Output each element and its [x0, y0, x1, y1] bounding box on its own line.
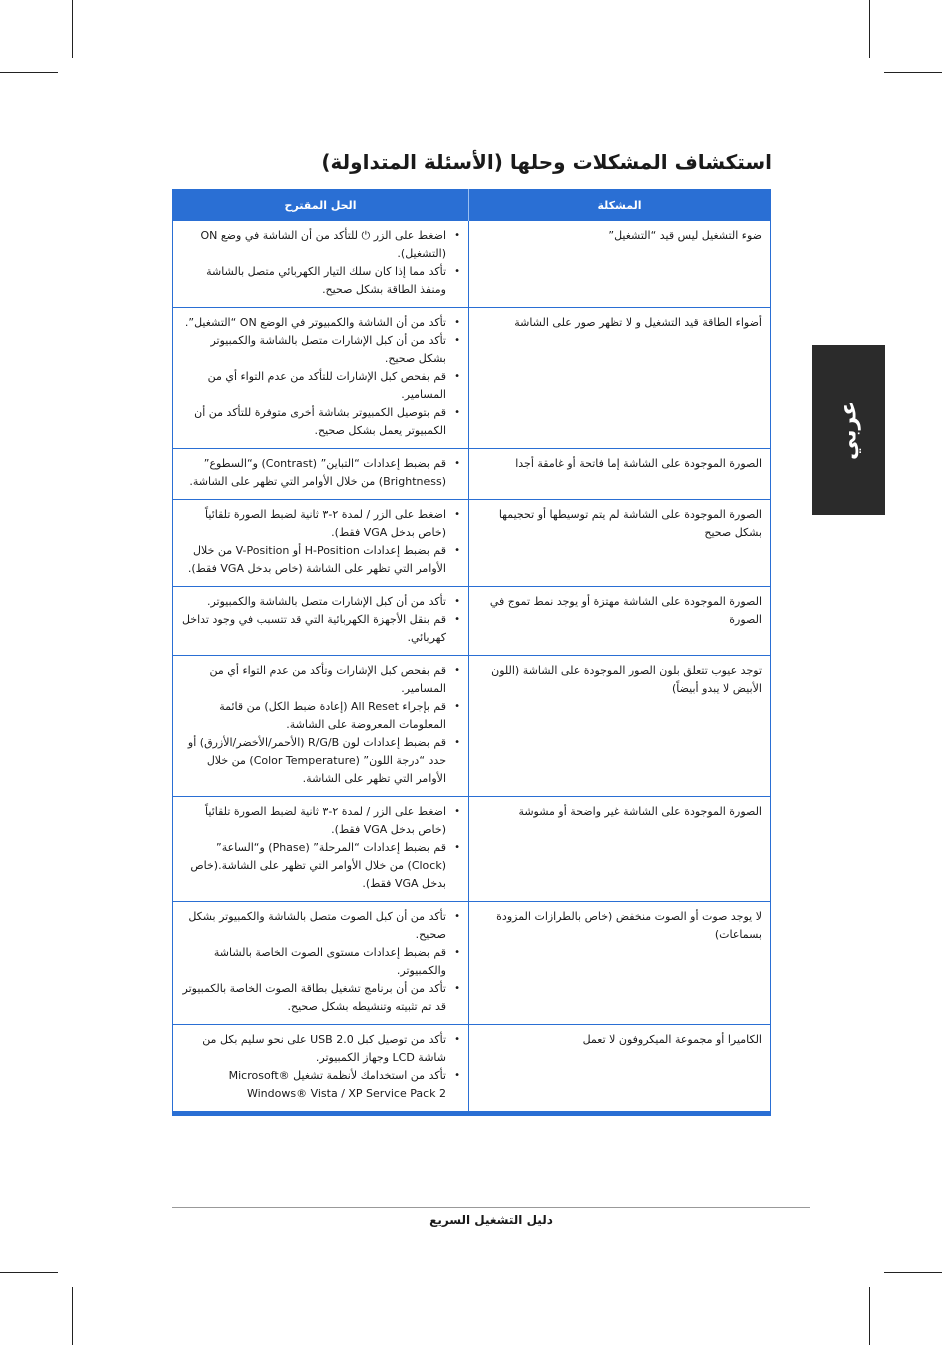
solution-text: قم بفحص كبل الإشارات للتأكد من عدم التواء أي من المسامير. [207, 370, 446, 401]
table-row [173, 221, 771, 308]
solution-list [181, 227, 460, 299]
solution-text: قم بضبط إعدادات H-Position أو V-Position من خلال الأوامر التي تظهر على الشاشة (خاص بدخل VGA فقط). [187, 544, 446, 575]
solution-cell [173, 656, 469, 797]
solution-item [181, 314, 460, 332]
solution-text: قم بضبط إعدادات “المرحلة” (Phase) و“الساعة” (Clock) من خلال الأوامر التي تظهر على الشاشة.(خاص بدخل VGA فقط). [190, 841, 446, 890]
crop-mark [869, 1287, 870, 1345]
solution-text: تأكد من أن كبل الصوت متصل بالشاشة والكمبيوتر بشكل صحيح. [188, 910, 446, 941]
problem-cell: أضواء الطاقة قيد التشغيل و لا تظهر صور على الشاشة [469, 308, 771, 449]
problem-cell: لا يوجد صوت أو الصوت منخفض (خاص بالطرازات المزودة بسماعات) [469, 902, 771, 1025]
solution-text: تأكد من أن كبل الإشارات متصل بالشاشة والكمبيوتر. [206, 595, 446, 608]
crop-mark [72, 0, 73, 58]
solution-item [181, 506, 460, 542]
table-row [173, 902, 771, 1025]
solution-list [181, 593, 460, 647]
table-row [173, 587, 771, 656]
solution-text: اضغط على الزر / لمدة ٢-٣ ثانية لضبط الصورة تلقائياً (خاص بدخل VGA فقط). [205, 508, 446, 539]
table-row [173, 1025, 771, 1114]
bullet-icon: • [454, 911, 460, 922]
bullet-icon: • [454, 947, 460, 958]
solution-text: قم بإجراء All Reset (إعادة ضبط الكل) من قائمة المعلومات المعروضة على الشاشة. [219, 700, 446, 731]
page-title: استكشاف المشكلات وحلها (الأسئلة المتداولة) [321, 150, 772, 174]
solution-item [181, 263, 460, 299]
solution-item [181, 332, 460, 368]
problem-cell: الصورة الموجودة على الشاشة إما فاتحة أو غامقة أجدا [469, 449, 771, 500]
solution-item [181, 803, 460, 839]
crop-mark [884, 1272, 942, 1273]
solution-item [181, 593, 460, 611]
solution-cell [173, 221, 469, 308]
problem-cell: الصورة الموجودة على الشاشة لم يتم توسيطها أو تحجيمها بشكل صحيح [469, 500, 771, 587]
crop-mark [0, 72, 58, 73]
bullet-icon: • [454, 806, 460, 817]
footer-divider [172, 1207, 810, 1208]
solution-text: قم بضبط إعدادات “التباين” (Contrast) و“السطوع” (Brightness) من خلال الأوامر التي تظهر على الشاشة. [189, 457, 446, 488]
solution-text: قم بتوصيل الكمبيوتر بشاشة أخرى متوفرة للتأكد من أن الكمبيوتر يعمل بشكل صحيح. [194, 406, 446, 437]
bullet-icon: • [454, 317, 460, 328]
solution-cell [173, 500, 469, 587]
table-row [173, 500, 771, 587]
solution-item [181, 542, 460, 578]
table-row [173, 308, 771, 449]
bullet-icon: • [454, 665, 460, 676]
bullet-icon: • [454, 545, 460, 556]
solution-item [181, 839, 460, 893]
solution-text: تأكد من توصيل كبل USB 2.0 على نحو سليم بكل من شاشة LCD وجهاز الكمبيوتر. [202, 1033, 446, 1064]
troubleshooting-table [172, 189, 771, 1116]
solution-item [181, 368, 460, 404]
solution-item [181, 1031, 460, 1067]
problem-cell: الصورة الموجودة على الشاشة غير واضحة أو مشوشة [469, 797, 771, 902]
problem-cell: ضوء التشغيل ليس قيد “التشغيل” [469, 221, 771, 308]
solution-list [181, 908, 460, 1016]
solution-cell [173, 308, 469, 449]
bullet-icon: • [454, 1034, 460, 1045]
solution-list [181, 662, 460, 788]
language-side-tab [812, 345, 885, 515]
bullet-icon: • [454, 458, 460, 469]
table-row [173, 797, 771, 902]
solution-text: قم بنقل الأجهزة الكهربائية التي قد تتسبب في وجود تداخل كهربائي. [181, 613, 446, 644]
solution-item [181, 908, 460, 944]
solution-text: اضغط على الزر / لمدة ٢-٣ ثانية لضبط الصورة تلقائياً (خاص بدخل VGA فقط). [205, 805, 446, 836]
solution-text: قم بفحص كبل الإشارات وتأكد من عدم التواء أي من المسامير. [209, 664, 446, 695]
crop-mark [0, 1272, 58, 1273]
solution-text: تأكد من استخدامك لأنظمة تشغيل Microsoft® Windows® Vista / XP Service Pack 2 [228, 1069, 446, 1100]
solution-list [181, 455, 460, 491]
problem-cell: الكاميرا أو مجموعة الميكروفون لا تعمل [469, 1025, 771, 1114]
footer-text: دليل التشغيل السريع [429, 1213, 553, 1227]
bullet-icon: • [454, 614, 460, 625]
solution-text: تأكد من أن برنامج تشغيل بطاقة الصوت الخاصة بالكمبيوتر قد تم تثبيته وتنشيطه بشكل صحيح. [182, 982, 446, 1013]
bullet-icon: • [454, 230, 460, 241]
solution-cell [173, 587, 469, 656]
bullet-icon: • [454, 701, 460, 712]
table-row [173, 449, 771, 500]
solution-cell [173, 1025, 469, 1114]
solution-cell [173, 902, 469, 1025]
bullet-icon: • [454, 509, 460, 520]
solution-list [181, 506, 460, 578]
language-side-tab-label: عربي [836, 400, 862, 460]
problem-cell: الصورة الموجودة على الشاشة مهتزة أو يوجد نمط تموج في الصورة [469, 587, 771, 656]
crop-mark [869, 0, 870, 58]
solution-item [181, 404, 460, 440]
table-row [173, 656, 771, 797]
solution-list [181, 314, 460, 440]
solution-item [181, 734, 460, 788]
crop-mark [884, 72, 942, 73]
problem-cell: توجد عيوب تتعلق بلون الصور الموجودة على الشاشة (اللون الأبيض لا يبدو أبيضاً) [469, 656, 771, 797]
solution-item [181, 227, 460, 263]
solution-text: تأكد من أن كبل الإشارات متصل بالشاشة والكمبيوتر بشكل صحيح. [210, 334, 446, 365]
solution-text: قم بضبط إعدادات مستوى الصوت الخاصة بالشاشة والكمبيوتر. [213, 946, 446, 977]
bullet-icon: • [454, 407, 460, 418]
bullet-icon: • [454, 737, 460, 748]
header-problem: المشكلة [469, 190, 771, 221]
solution-text: تأكد مما إذا كان سلك التيار الكهربائي متصل بالشاشة ومنفذ الطاقة بشكل صحيح. [206, 265, 446, 296]
header-solution: الحل المقترح [173, 190, 469, 221]
bullet-icon: • [454, 266, 460, 277]
solution-text: قم بضبط إعدادات لون R/G/B (الأحمر/الأخضر/الأزرق) أو حدد “درجة اللون” (Color Temperature) من خلال الأوامر التي تظهر على الشاشة. [187, 736, 446, 785]
crop-mark [72, 1287, 73, 1345]
bullet-icon: • [454, 371, 460, 382]
solution-item [181, 980, 460, 1016]
solution-cell [173, 449, 469, 500]
solution-item [181, 611, 460, 647]
bullet-icon: • [454, 842, 460, 853]
bullet-icon: • [454, 596, 460, 607]
solution-item [181, 1067, 460, 1103]
bullet-icon: • [454, 983, 460, 994]
solution-item [181, 455, 460, 491]
solution-item [181, 662, 460, 698]
solution-cell [173, 797, 469, 902]
bullet-icon: • [454, 335, 460, 346]
table-header-row [173, 190, 771, 221]
solution-text: اضغط على الزر ⏻ للتأكد من أن الشاشة في وضع ON (التشغيل). [200, 229, 446, 260]
solution-item [181, 698, 460, 734]
solution-list [181, 803, 460, 893]
bullet-icon: • [454, 1070, 460, 1081]
solution-list [181, 1031, 460, 1103]
solution-text: تأكد من أن الشاشة والكمبيوتر في الوضع ON “التشغيل”. [184, 316, 446, 329]
solution-item [181, 944, 460, 980]
